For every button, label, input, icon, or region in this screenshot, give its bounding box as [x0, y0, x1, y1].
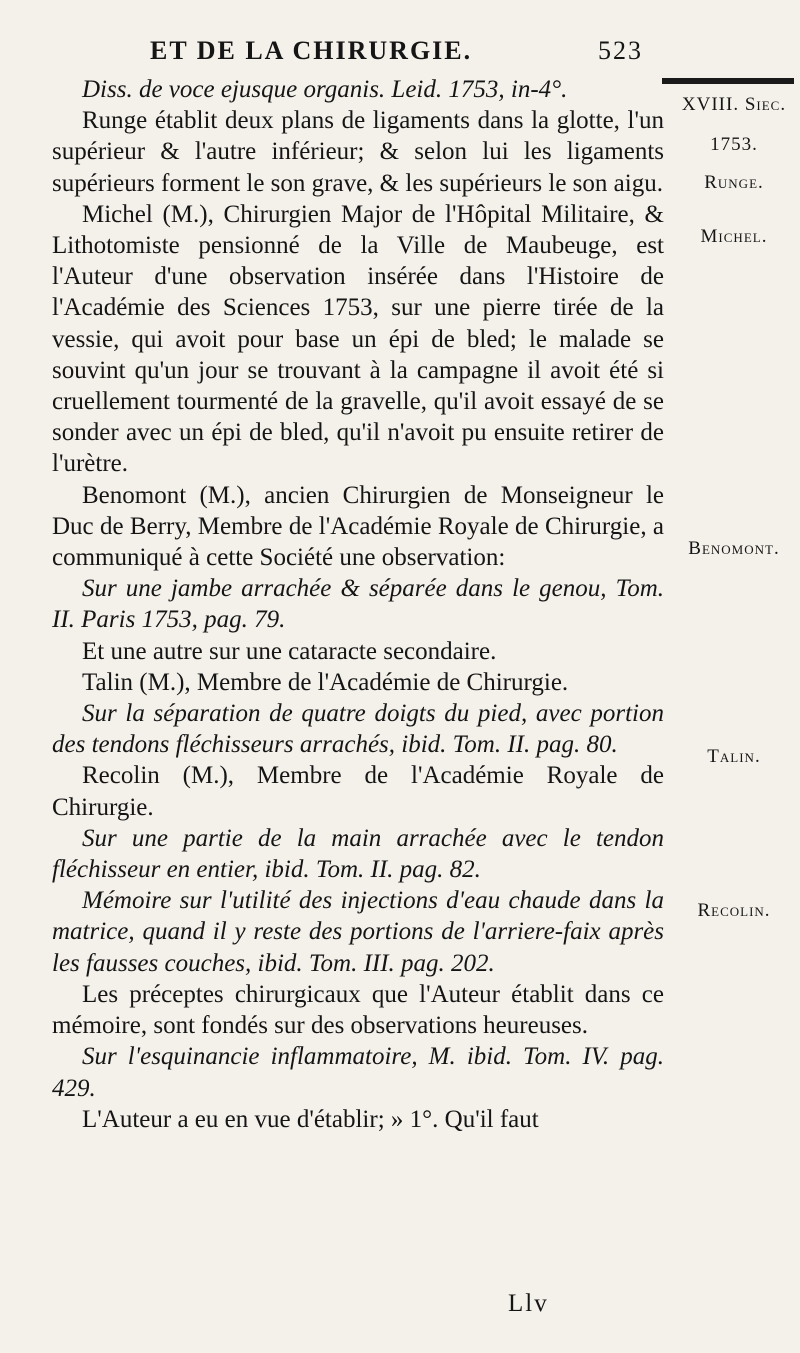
paragraph: Mémoire sur l'utilité des injections d'eau chaude dans la matrice, quand il y reste des portions de l'arriere-faix après les fausses couches, ibid. Tom. III. pag. 202. [52, 887, 664, 977]
margin-note-michel: Michel. [700, 226, 768, 247]
paragraph: Runge établit deux plans de ligaments dans la glotte, l'un supérieur & l'autre inférieur; & selon lui les ligaments supérieurs forment le son grave, & les supérieurs le son aigu. [52, 107, 664, 197]
paragraph: Sur l'esquinancie inflammatoire, M. ibid. Tom. IV. pag. 429. [52, 1043, 664, 1102]
page-number: 523 [598, 36, 643, 65]
running-title: ET DE LA CHIRURGIE. [150, 36, 473, 65]
margin-note-talin: Talin. [707, 746, 761, 767]
margin-rule [662, 78, 794, 84]
paragraph: Michel (M.), Chirurgien Major de l'Hôpital Militaire, & Lithotomiste pensionné de la Ville de Maubeuge, est l'Auteur d'une observation insérée dans l'Histoire de l'Académie des Sciences 1753, sur une pierre tirée de la vessie, qui avoit pour base un épi de bled; le malade se souvint qu'un jour se trouvant à la campagne il avoit été si cruellement tourmenté de la gravelle, qu'il avoit essayé de se sonder avec un épi de bled, qu'il n'avoit pu ensuite retirer de l'urètre. [52, 200, 664, 478]
paragraph: Et une autre sur une cataracte secondaire. [82, 637, 497, 665]
paragraph: Sur une partie de la main arrachée avec le tendon fléchisseur en entier, ibid. Tom. II. pag. 82. [52, 824, 664, 884]
paragraph: Sur une jambe arrachée & séparée dans le genou, Tom. II. Paris 1753, pag. 79. [52, 575, 664, 634]
paragraph: Sur la séparation de quatre doigts du pied, avec portion des tendons fléchisseurs arrachés, ibid. Tom. II. pag. 80. [52, 700, 664, 759]
paragraph: Recolin (M.), Membre de l'Académie Royale de Chirurgie. [52, 762, 664, 821]
page-body [52, 74, 664, 1135]
margin-note-benomont: Benomont. [688, 538, 780, 559]
margin-note-runge: Runge. [704, 172, 764, 193]
paragraph: L'Auteur a eu en vue d'établir; » 1°. Qu'il faut [82, 1105, 539, 1133]
paragraph: Diss. de voce ejusque organis. Leid. 1753, in-4°. [82, 76, 568, 103]
paragraph: Talin (M.), Membre de l'Académie de Chirurgie. [82, 668, 569, 696]
margin-note-recolin: Recolin. [697, 900, 771, 921]
margin-note-year: 1753. [710, 134, 758, 155]
margin-note-century: XVIII. Siec. [681, 94, 787, 115]
paragraph: Benomont (M.), ancien Chirurgien de Monseigneur le Duc de Berry, Membre de l'Académie Royale de Chirurgie, a communiqué à cette Société une observation: [52, 481, 664, 572]
signature-mark: Llv [508, 1290, 549, 1317]
paragraph: Les préceptes chirurgicaux que l'Auteur établit dans ce mémoire, sont fondés sur des observations heureuses. [52, 980, 664, 1040]
